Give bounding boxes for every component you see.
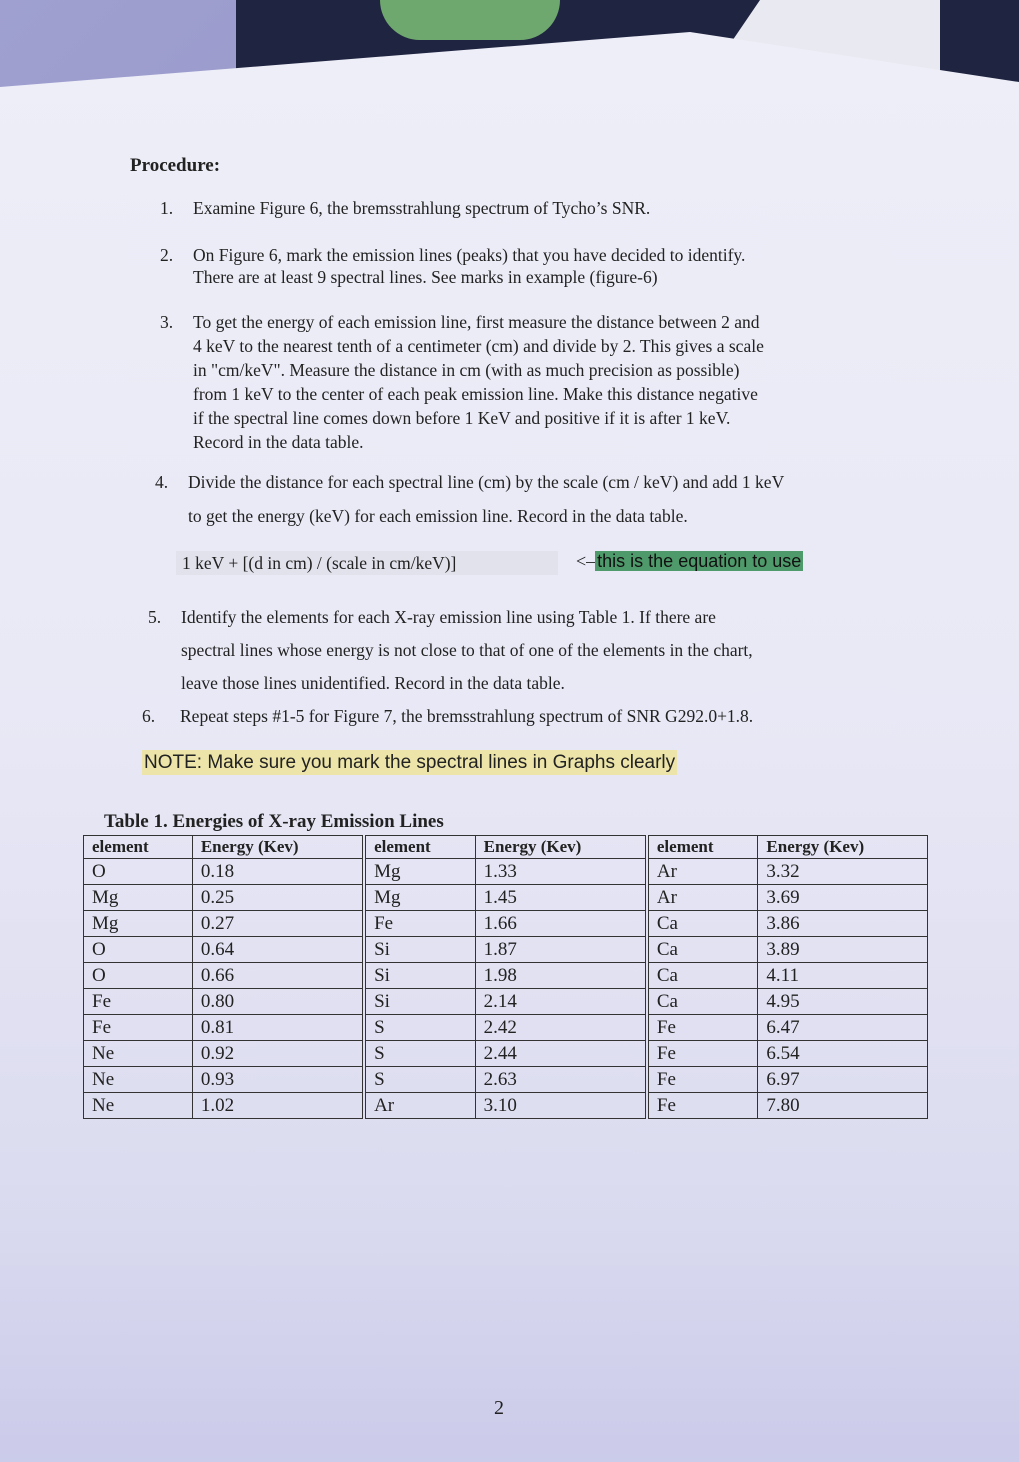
energy-cell: 3.69	[758, 885, 928, 911]
element-cell: Fe	[647, 1093, 758, 1119]
energy-cell: 1.33	[475, 859, 647, 885]
element-cell: Ne	[84, 1093, 193, 1119]
step-5	[148, 605, 938, 695]
element-cell: Fe	[84, 1015, 193, 1041]
element-cell: Si	[364, 963, 475, 989]
equation-highlight-note: this is the equation to use	[597, 551, 802, 571]
element-cell: Mg	[84, 885, 193, 911]
header-element: element	[364, 836, 475, 859]
step-6	[142, 704, 932, 730]
element-cell: Fe	[84, 989, 193, 1015]
energy-cell: 6.47	[758, 1015, 928, 1041]
table-row	[84, 989, 928, 1015]
element-cell: Ca	[647, 911, 758, 937]
energy-cell: 0.64	[192, 937, 364, 963]
energy-cell: 3.10	[475, 1093, 647, 1119]
step-text-line: spectral lines whose energy is not close to that of one of the elements in the chart,	[181, 640, 753, 660]
element-cell: Si	[364, 937, 475, 963]
energy-cell: 1.66	[475, 911, 647, 937]
element-cell: Ar	[647, 859, 758, 885]
step-text-line: To get the energy of each emission line, first measure the distance between 2 and	[193, 312, 760, 332]
element-cell: Fe	[647, 1041, 758, 1067]
energy-cell: 2.63	[475, 1067, 647, 1093]
table-header-row	[84, 836, 928, 859]
step-number: 6.	[142, 706, 156, 726]
header-element: element	[84, 836, 193, 859]
header-element: element	[647, 836, 758, 859]
energy-cell: 2.14	[475, 989, 647, 1015]
energy-cell: 1.02	[192, 1093, 364, 1119]
page-number: 2	[494, 1397, 504, 1419]
energy-cell: 0.18	[192, 859, 364, 885]
step-text-line: Divide the distance for each spectral line (cm) by the scale (cm / keV) and add 1 keV	[188, 472, 785, 492]
step-number: 2.	[160, 245, 174, 265]
element-cell: S	[364, 1067, 475, 1093]
table-row	[84, 1067, 928, 1093]
energy-cell: 4.95	[758, 989, 928, 1015]
element-cell: S	[364, 1015, 475, 1041]
step-text-line: Examine Figure 6, the bremsstrahlung spectrum of Tycho’s SNR.	[193, 198, 651, 218]
element-cell: Ar	[647, 885, 758, 911]
step-text-line: On Figure 6, mark the emission lines (peaks) that you have decided to identify.	[193, 245, 746, 265]
element-cell: Ne	[84, 1041, 193, 1067]
step-3	[160, 310, 920, 454]
energy-cell: 6.97	[758, 1067, 928, 1093]
energy-cell: 0.27	[192, 911, 364, 937]
element-cell: S	[364, 1041, 475, 1067]
table-caption: Table 1. Energies of X-ray Emission Lines	[104, 811, 444, 832]
element-cell: Si	[364, 989, 475, 1015]
element-cell: Fe	[647, 1015, 758, 1041]
element-cell: O	[84, 963, 193, 989]
energy-cell: 0.81	[192, 1015, 364, 1041]
step-text-line: 4 keV to the nearest tenth of a centimeter (cm) and divide by 2. This gives a scale	[193, 336, 764, 356]
header-energy: Energy (Kev)	[192, 836, 364, 859]
energy-cell: 3.86	[758, 911, 928, 937]
element-cell: Ar	[364, 1093, 475, 1119]
element-cell: Ne	[84, 1067, 193, 1093]
element-cell: Fe	[647, 1067, 758, 1093]
element-cell: Ca	[647, 937, 758, 963]
element-cell: Fe	[364, 911, 475, 937]
element-cell: Mg	[364, 859, 475, 885]
element-cell: Ca	[647, 963, 758, 989]
step-number: 4.	[155, 472, 169, 492]
energy-cell: 3.32	[758, 859, 928, 885]
energy-cell: 1.87	[475, 937, 647, 963]
step-text-line: leave those lines unidentified. Record in the data table.	[181, 673, 565, 693]
step-text-line: to get the energy (keV) for each emission line. Record in the data table.	[188, 506, 688, 526]
table-row	[84, 937, 928, 963]
energy-cell: 0.80	[192, 989, 364, 1015]
energy-cell: 0.25	[192, 885, 364, 911]
step-number: 5.	[148, 607, 162, 627]
arrow-glyph: <–	[576, 551, 596, 571]
step-text-line: Identify the elements for each X-ray emission line using Table 1. If there are	[181, 607, 716, 627]
energy-cell: 6.54	[758, 1041, 928, 1067]
energy-cell: 0.92	[192, 1041, 364, 1067]
step-text-line: Record in the data table.	[193, 432, 364, 452]
table-row	[84, 911, 928, 937]
procedure-heading: Procedure:	[130, 155, 221, 176]
table-row	[84, 859, 928, 885]
equation-pointer	[576, 549, 803, 573]
element-cell: Mg	[84, 911, 193, 937]
energy-cell: 0.66	[192, 963, 364, 989]
energy-cell: 0.93	[192, 1067, 364, 1093]
step-text-line: Repeat steps #1-5 for Figure 7, the bremsstrahlung spectrum of SNR G292.0+1.8.	[180, 706, 754, 726]
energy-cell: 1.45	[475, 885, 647, 911]
step-text-line: There are at least 9 spectral lines. See marks in example (figure-6)	[193, 267, 658, 287]
equation-box: 1 keV + [(d in cm) / (scale in cm/keV)]	[176, 551, 558, 575]
note-highlight: NOTE: Make sure you mark the spectral lines in Graphs clearly	[144, 752, 676, 773]
step-number: 3.	[160, 312, 174, 332]
table-row	[84, 963, 928, 989]
energy-cell: 2.42	[475, 1015, 647, 1041]
step-text-line: from 1 keV to the center of each peak emission line. Make this distance negative	[193, 384, 758, 404]
element-cell: Mg	[364, 885, 475, 911]
energy-cell: 4.11	[758, 963, 928, 989]
energy-cell: 1.98	[475, 963, 647, 989]
energy-cell: 7.80	[758, 1093, 928, 1119]
energy-cell: 3.89	[758, 937, 928, 963]
table-row	[84, 1041, 928, 1067]
element-cell: O	[84, 859, 193, 885]
element-cell: Ca	[647, 989, 758, 1015]
header-energy: Energy (Kev)	[758, 836, 928, 859]
emission-lines-table	[83, 835, 928, 1119]
step-text-line: if the spectral line comes down before 1 KeV and positive if it is after 1 keV.	[193, 408, 731, 428]
table-row	[84, 885, 928, 911]
energy-cell: 2.44	[475, 1041, 647, 1067]
element-cell: O	[84, 937, 193, 963]
table-row	[84, 1093, 928, 1119]
step-4	[155, 470, 925, 530]
table-row	[84, 1015, 928, 1041]
step-1	[160, 196, 920, 222]
step-text-line: in "cm/keV". Measure the distance in cm (with as much precision as possible)	[193, 360, 740, 380]
header-energy: Energy (Kev)	[475, 836, 647, 859]
step-number: 1.	[160, 198, 174, 218]
step-2	[160, 243, 920, 291]
